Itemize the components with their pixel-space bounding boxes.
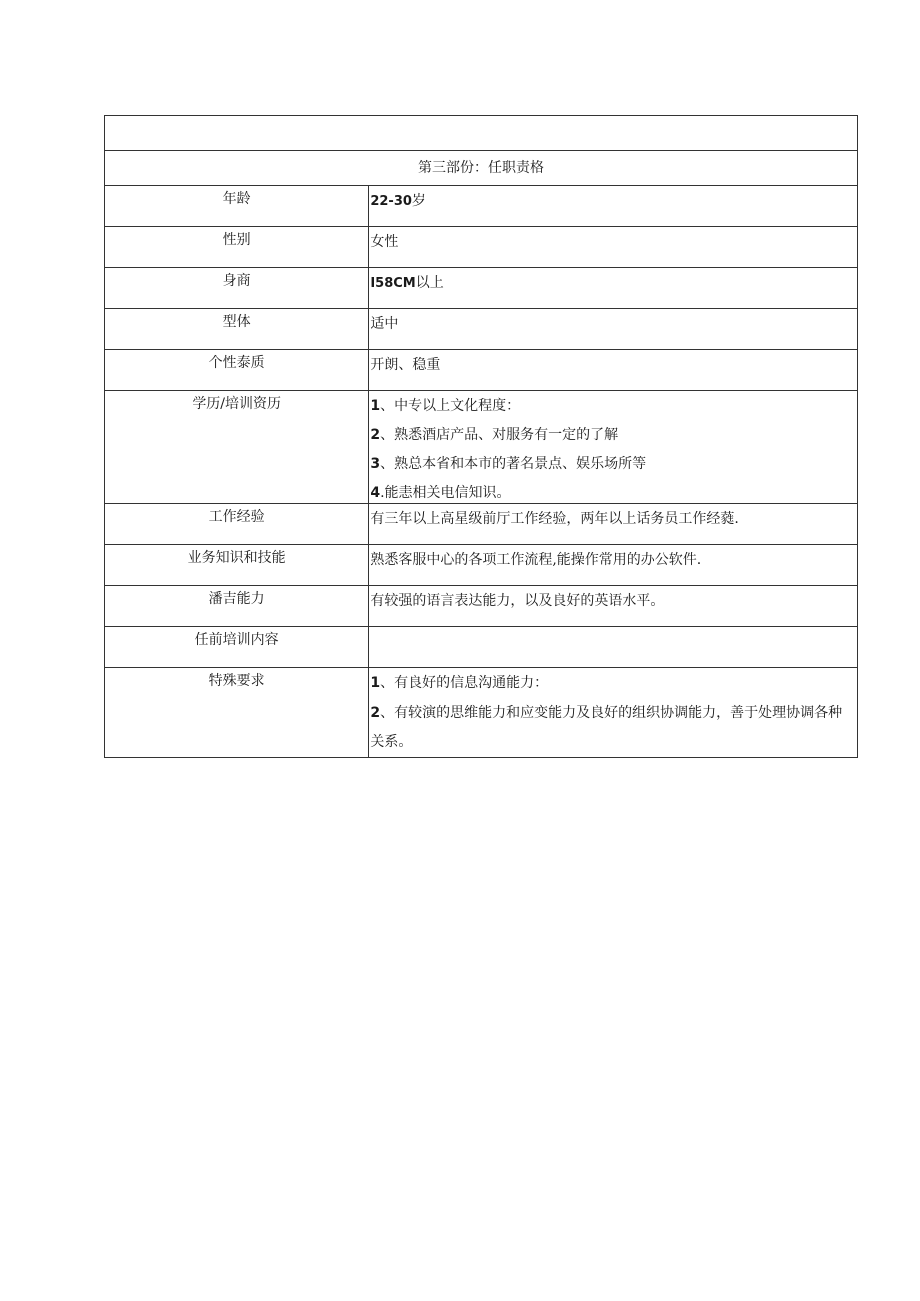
table-row-communication: [105, 586, 858, 627]
height-suffix: 以上: [415, 275, 444, 291]
list-item: 2、有较演的思维能力和应变能力及良好的组织协调能力，善于处理协调各种关系。: [370, 705, 843, 750]
section-title: 第三部份：任职责格: [105, 151, 858, 186]
row-label: 工作经验: [105, 504, 369, 545]
row-label: 任前培训内容: [105, 627, 369, 668]
row-value: [369, 627, 858, 668]
age-unit: 岁: [411, 193, 426, 209]
list-item: 4.能恚相关电信知识。: [370, 485, 511, 501]
row-value: [369, 268, 858, 309]
table-row-gender: [105, 227, 858, 268]
row-label: 身商: [105, 268, 369, 309]
list-item: 1、有良好的信息沟通能力：: [370, 675, 549, 691]
row-label: 业务知识和技能: [105, 545, 369, 586]
row-label: 年龄: [105, 186, 369, 227]
row-label: 性别: [105, 227, 369, 268]
row-value: 女性: [369, 227, 858, 268]
table-row-personality: [105, 350, 858, 391]
row-label: 型体: [105, 309, 369, 350]
table-row-education: [105, 391, 858, 504]
row-value: [369, 668, 858, 758]
list-item: 1、中专以上文化程度：: [370, 398, 521, 414]
table-row-pre-training: [105, 627, 858, 668]
table-row-experience: [105, 504, 858, 545]
row-value: 有三年以上高星级前厅工作经验，两年以上话务员工作经蕤.: [369, 504, 858, 545]
row-value: 开朗、稳重: [369, 350, 858, 391]
row-value: 有较强的语言表达能力，以及良好的英语水平。: [369, 586, 858, 627]
job-requirements-table: [104, 115, 858, 758]
row-value: 适中: [369, 309, 858, 350]
height-number: I58CM: [370, 276, 416, 291]
empty-header-row: [105, 116, 858, 151]
row-label: 学历/培训资历: [105, 391, 369, 504]
table-row-skills: [105, 545, 858, 586]
row-value: [369, 186, 858, 227]
row-label: 特殊要求: [105, 668, 369, 758]
row-value: [369, 391, 858, 504]
row-label: 个性泰质: [105, 350, 369, 391]
row-label: 潘吉能力: [105, 586, 369, 627]
row-value: 熟悉客服中心的各项工作流程,能操作常用的办公软件.: [369, 545, 858, 586]
table-row-body-type: [105, 309, 858, 350]
table-row-special-requirements: [105, 668, 858, 758]
list-item: 2、熟悉酒店产品、对服务有一定的了解: [370, 427, 619, 443]
section-title-row: [105, 151, 858, 186]
age-range-number: 22-30: [370, 194, 412, 209]
list-item: 3、熟总本省和本市的著名景点、娱乐场所等: [370, 456, 647, 472]
table-row-age: [105, 186, 858, 227]
table-row-height: [105, 268, 858, 309]
